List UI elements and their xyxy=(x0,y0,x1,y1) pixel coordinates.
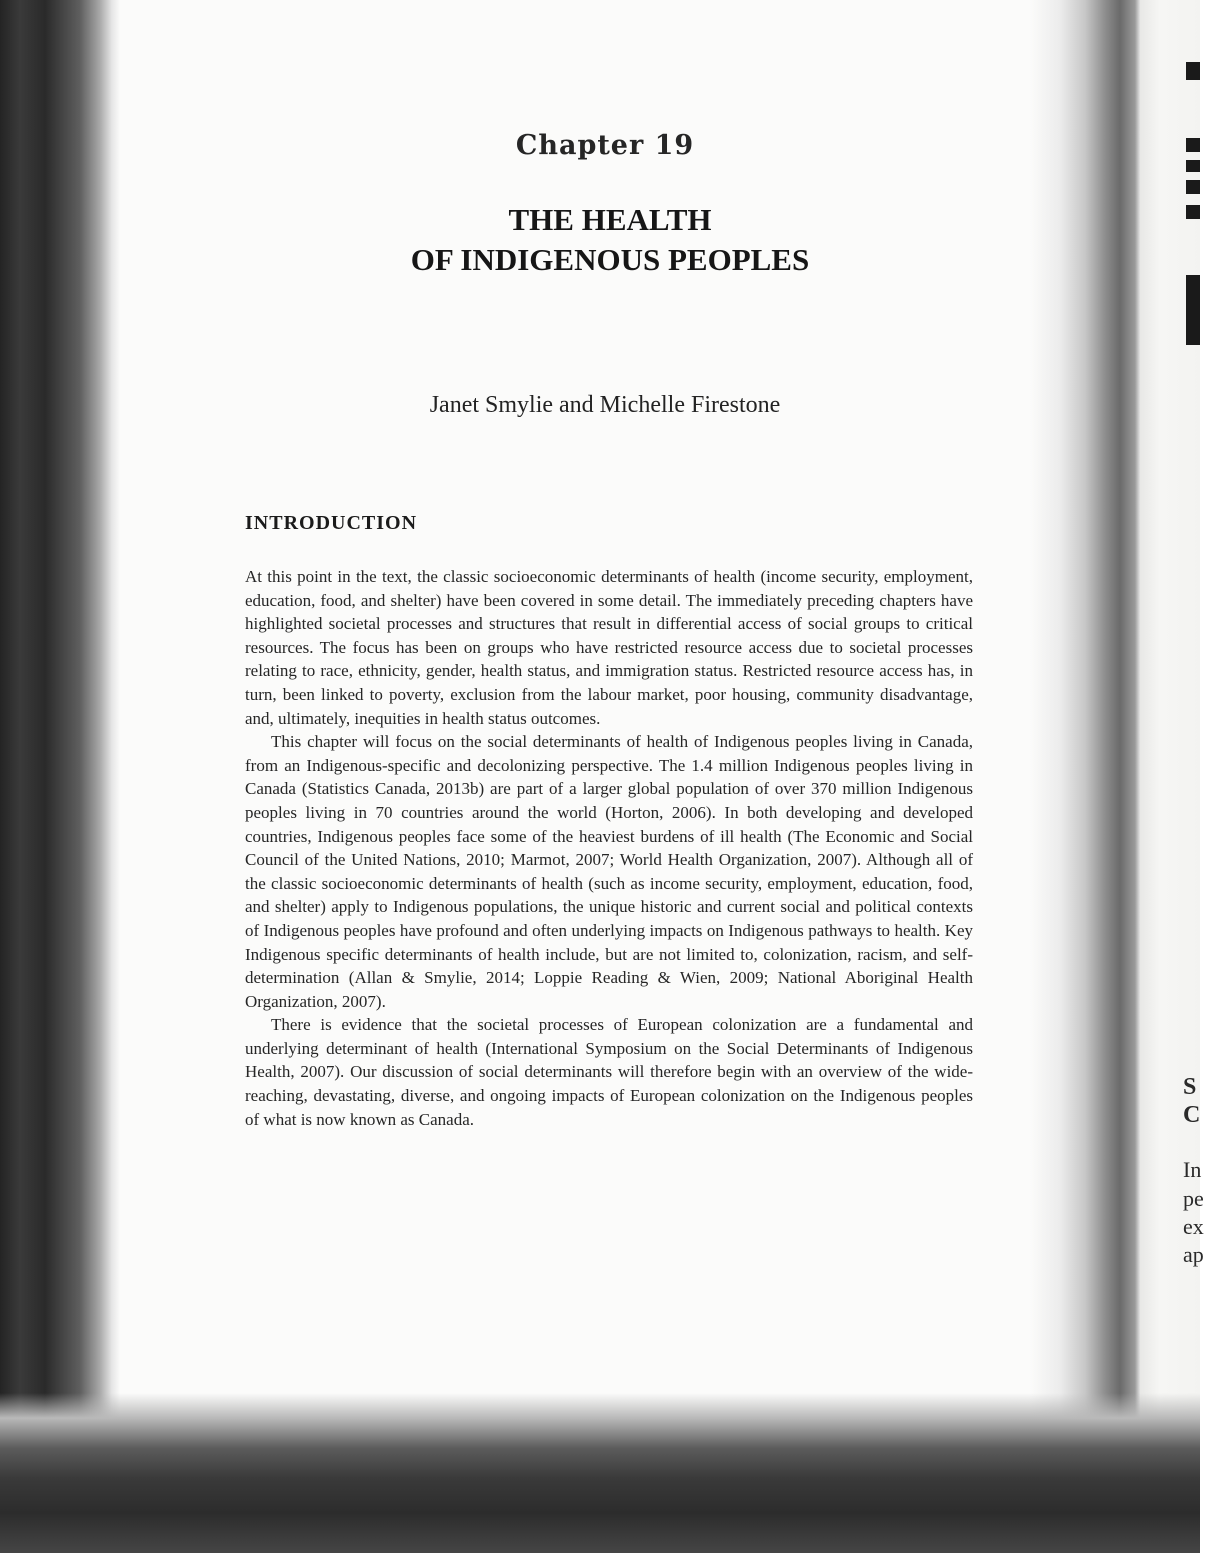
section-heading: INTRODUCTION xyxy=(245,512,418,534)
next-page-mark xyxy=(1186,160,1200,172)
next-page-mark xyxy=(1186,138,1200,152)
next-page-heading-fragment: S xyxy=(1183,1074,1197,1100)
chapter-title-line-2: OF INDIGENOUS PEOPLES xyxy=(410,242,810,277)
paragraph-2: This chapter will focus on the social determinants of health of Indigenous peoples living in Canada, from an Indigenous-specific and decolonizing perspective. The 1.4 million Indigenous peoples living in Canada (Statistics Canada, 2013b) are part of a larger global population of over 370 million Indigenous peoples living in 70 countries around the world (Horton, 2006). In both developing and developed countries, Indigenous peoples face some of the heaviest burdens of ill health (The Economic and Social Council of the United Nations, 2010; Marmot, 2007; World Health Organization, 2007). Although all of the classic socioeconomic determinants of health (such as income security, employment, education, food, and shelter) apply to Indigenous populations, the unique historic and current social and political contexts of Indigenous peoples have profound and often underlying impacts on Indigenous pathways to health. Key Indigenous specific determinants of health include, but are not limited to, colonization, racism, and self-determination (Allan & Smylie, 2014; Loppie Reading & Wien, 2009; National Aboriginal Health Organization, 2007). xyxy=(245,732,973,1011)
next-page-mark xyxy=(1186,180,1200,194)
next-page-mark xyxy=(1186,275,1200,345)
chapter-title-line-1: THE HEALTH xyxy=(508,202,712,237)
paragraph-1: At this point in the text, the classic socioeconomic determinants of health (income security, employment, education, food, and shelter) have been covered in some detail. The immediately preceding chapters have highlighted societal processes and structures that result in differential access of social groups to critical resources. The focus has been on groups who have restricted resource access due to societal processes relating to race, ethnicity, gender, health status, and immigration status. Restricted resource access has, in turn, been linked to poverty, exclusion from the labour market, poor housing, community disadvantage, and, ultimately, inequities in health status outcomes. xyxy=(245,567,973,728)
chapter-authors: Janet Smylie and Michelle Firestone xyxy=(429,392,781,418)
next-page-heading-fragment: C xyxy=(1183,1102,1201,1128)
next-page-text-fragment: ap xyxy=(1183,1242,1204,1267)
bottom-edge-shadow xyxy=(0,1393,1200,1553)
body-text xyxy=(245,565,973,1131)
next-page-text-fragment: ex xyxy=(1183,1214,1204,1239)
next-page-mark xyxy=(1186,62,1200,80)
chapter-label: Chapter 19 xyxy=(515,130,695,161)
paragraph-3: There is evidence that the societal processes of European colonization are a fundamental and underlying determinant of health (International Symposium on the Social Determinants of Indigenous Health, 2007). Our discussion of social determinants will therefore begin with an overview of the wide-reaching, devastating, diverse, and ongoing impacts of European colonization on the Indigenous peoples of what is now known as Canada. xyxy=(245,1015,973,1129)
next-page-text-fragment: In xyxy=(1183,1157,1202,1182)
next-page-edge xyxy=(1140,0,1204,1553)
page-gutter-shadow xyxy=(1030,0,1140,1553)
next-page-mark xyxy=(1186,205,1200,219)
next-page-text-fragment: pe xyxy=(1183,1186,1204,1211)
